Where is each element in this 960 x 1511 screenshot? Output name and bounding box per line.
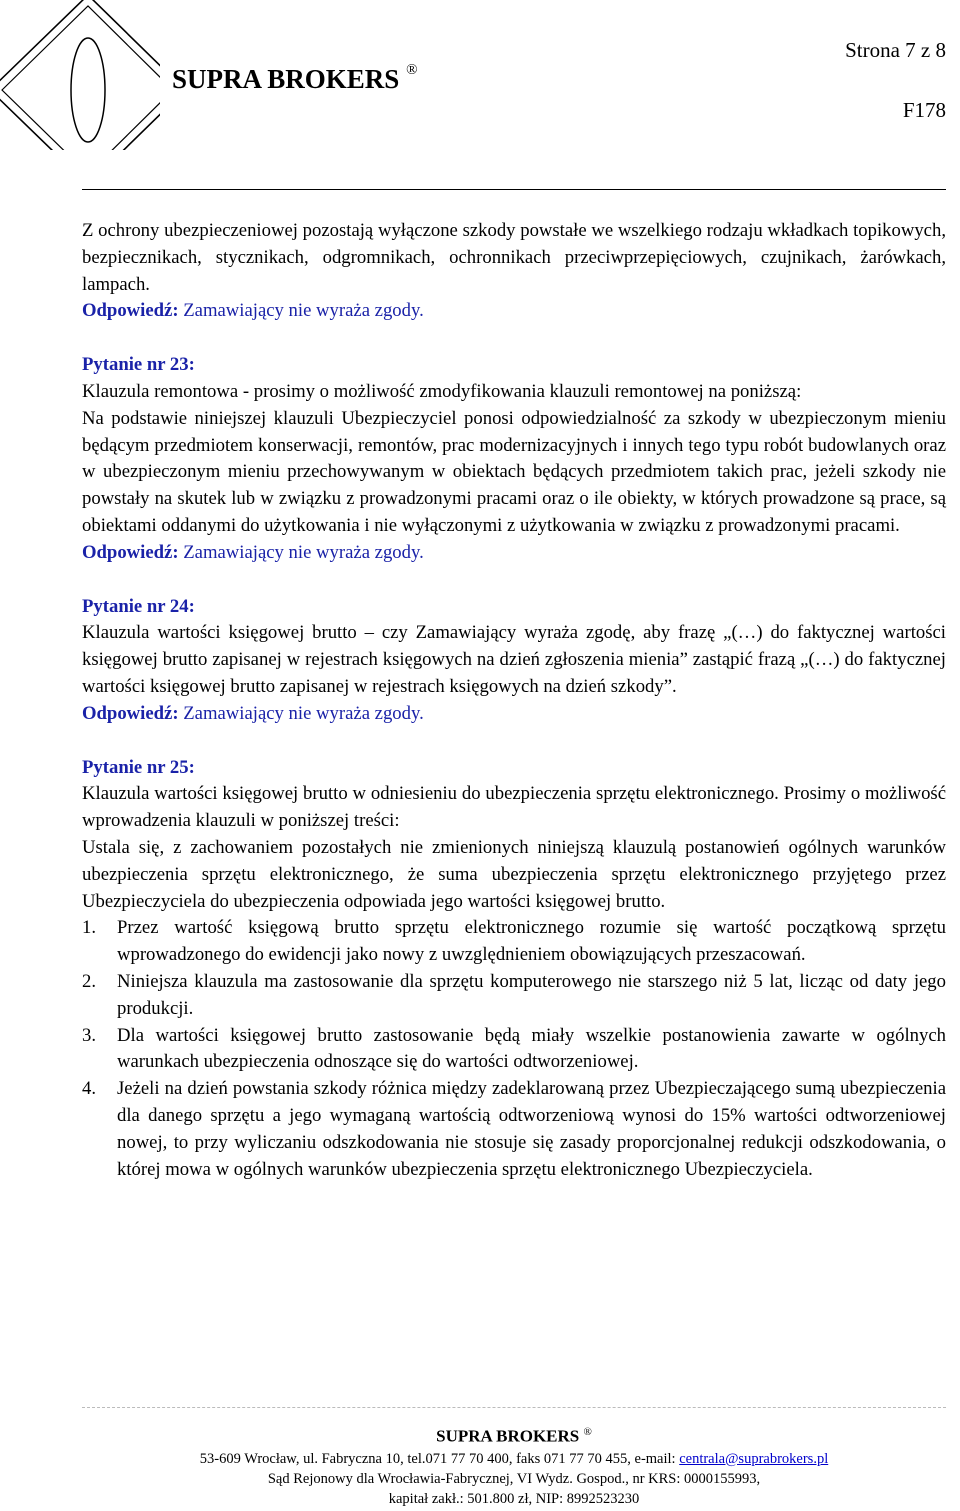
list-item: 3. Dla wartości księgowej brutto zastosowanie będą miały wszelkie postanowienia zawarte w ogólnych warunkach ubezpieczenia odnoszące się do wartości odtworzeniowej. bbox=[82, 1024, 946, 1073]
header-rule bbox=[82, 189, 946, 190]
footer-capital: kapitał zakł.: 501.800 zł, NIP: 8992523230 bbox=[388, 1490, 640, 1507]
intro-paragraph: Z ochrony ubezpieczeniowej pozostają wyłączone szkody powstałe we wszelkiego rodzaju wkładkach topikowych, bezpiecznikach, stycznikach, odgromnikach, ochronnikach przeciwprzepięciowych, czujnikach, żarówkach, lampach. bbox=[82, 220, 946, 295]
question-text: Ustala się, z zachowaniem pozostałych nie zmienionych niniejszą klauzulą postanowień ogólnych warunków ubezpieczenia sprzętu elektronicznego, że suma ubezpieczenia sprzętu elektronicznego przyjętego przez Ubezpieczyciela do ubezpieczenia odpowiada jego wartości księgowej brutto. bbox=[82, 836, 946, 912]
header-brand: SUPRA BROKERS ® bbox=[172, 62, 418, 94]
answer: Odpowiedź: Zamawiający nie wyraża zgody. bbox=[82, 541, 424, 563]
question-heading: Pytanie nr 23: bbox=[82, 354, 195, 376]
footer bbox=[82, 1420, 946, 1509]
question-text: Klauzula remontowa - prosimy o możliwość zmodyfikowania klauzuli remontowej na poniższą: bbox=[82, 380, 802, 402]
question-heading: Pytanie nr 25: bbox=[82, 756, 195, 778]
footer-brand: SUPRA BROKERS ® bbox=[436, 1426, 592, 1446]
document-code: F178 bbox=[902, 98, 946, 122]
list-item: 1. Przez wartość księgową brutto sprzętu elektronicznego rozumie się wartość początkową sprzętu wprowadzonego do ewidencji jako nowy z uwzględnieniem obowiązujących przeszacowań. bbox=[82, 917, 946, 966]
answer: Odpowiedź: Zamawiający nie wyraża zgody. bbox=[82, 702, 424, 724]
page-number: Strona 7 z 8 bbox=[845, 38, 946, 62]
email-link[interactable]: centrala@suprabrokers.pl bbox=[679, 1450, 829, 1467]
question-text: Klauzula wartości księgowej brutto w odniesieniu do ubezpieczenia sprzętu elektronicznego. Prosimy o możliwość wprowadzenia klauzuli w poniższej treści: bbox=[82, 783, 946, 832]
list-item: 4. Jeżeli na dzień powstania szkody różnica między zadeklarowaną przez Ubezpieczającego sumą ubezpieczenia dla danego sprzętu a jego wymaganą wartością odtworzeniową wynosi do 15% wartości odtworzeniowej nowej, to przy wyliczaniu odszkodowania nie stosuje się zasady proporcjonalnej redukcji odszkodowania, o której mowa w ogólnych warunków ubezpieczenia sprzętu elektronicznego Ubezpieczyciela. bbox=[82, 1078, 946, 1180]
footer-rule bbox=[82, 1407, 946, 1408]
document-body bbox=[82, 218, 946, 1183]
question-heading: Pytanie nr 24: bbox=[82, 595, 195, 617]
clause-list bbox=[82, 915, 946, 1183]
question-text: Na podstawie niniejszej klauzuli Ubezpieczyciel ponosi odpowiedzialność za szkody w ubezpieczonym mieniu będącym przedmiotem konserwacji, remontów, prac modernizacyjnych i innych tego typu robót budowlanych oraz w ubezpieczonym mieniu przechowywanym w obiektach będących przedmiotem takich prac, jeżeli szkody nie powstały na skutek lub w związku z prowadzonymi pracami oraz o ile obiekty, w których prowadzone są prace, są obiektami oddanymi do użytkowania i nie wyłączonymi z użytkowania w związku z prowadzonymi pracami. bbox=[82, 407, 946, 536]
answer: Odpowiedź: Zamawiający nie wyraża zgody. bbox=[82, 300, 424, 322]
list-item: 2. Niniejsza klauzula ma zastosowanie dla sprzętu komputerowego nie starszego niż 5 lat, licząc od daty jego produkcji. bbox=[82, 970, 946, 1019]
company-logo bbox=[0, 0, 160, 150]
footer-registry: Sąd Rejonowy dla Wrocławia-Fabrycznej, VI Wydz. Gospod., nr KRS: 0000155993, bbox=[267, 1470, 761, 1487]
footer-address: 53-609 Wrocław, ul. Fabryczna 10, tel.071 77 70 400, faks 071 77 70 455, e-mail: centrala@suprabrokers.pl bbox=[199, 1450, 829, 1467]
question-text: Klauzula wartości księgowej brutto – czy Zamawiający wyraża zgodę, aby frazę „(…) do faktycznej wartości księgowej brutto zapisanej w rejestrach księgowych na dzień zgłoszenia mienia” zastąpić frazą „(…) do faktycznej wartości księgowej brutto zapisanej w rejestrach księgowych na dzień szkody”. bbox=[82, 622, 946, 697]
